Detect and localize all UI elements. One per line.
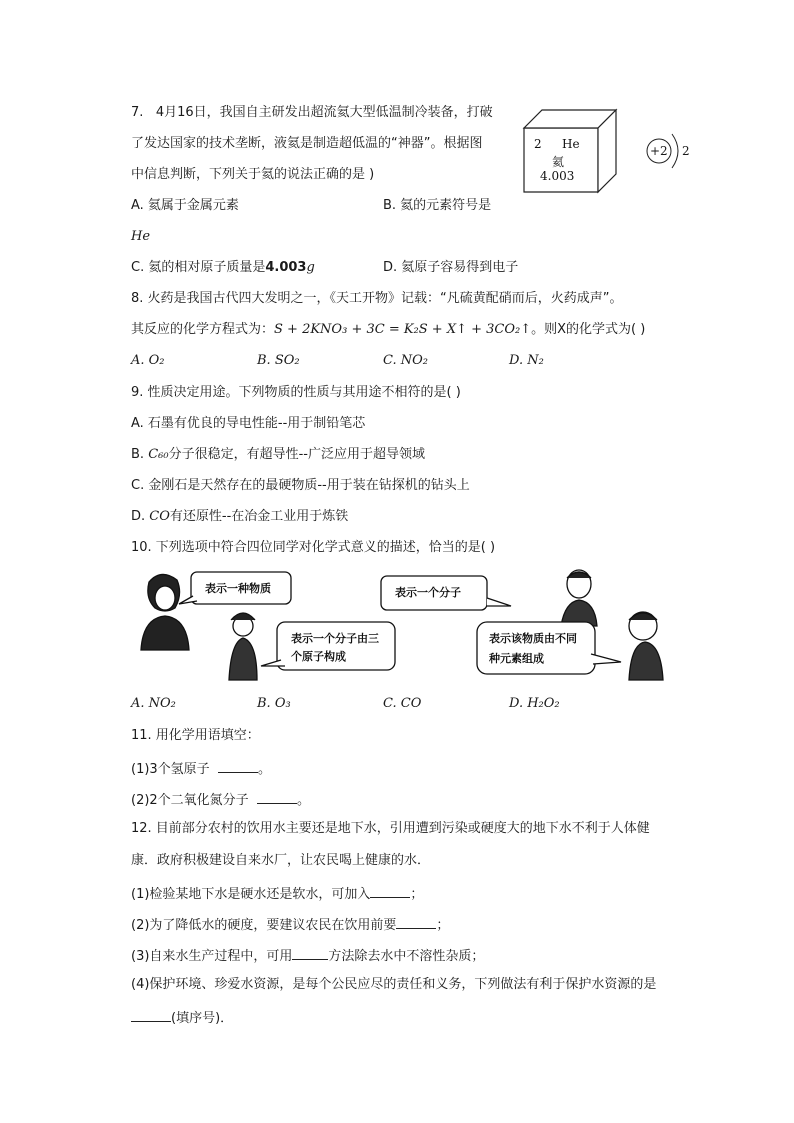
- bubble-4-line1: 表示该物质由不同: [489, 632, 577, 645]
- q7-number: 7.: [131, 105, 144, 120]
- q9-option-b-pre: B.: [131, 447, 149, 462]
- q11-sub1-text: (1)3个氢原子: [131, 762, 210, 777]
- q11-sub1: [131, 758, 271, 779]
- q11-sub2-blank[interactable]: [257, 789, 297, 804]
- q12-sub1-end: ；: [410, 887, 424, 902]
- q7-line2: 了发达国家的技术垄断，液氦是制造超低温的“神器”。根据图: [131, 136, 483, 151]
- q11-sub2-end: 。: [296, 793, 310, 808]
- q12-sub1-text: (1)检验某地下水是硬水还是软水，可加入: [131, 887, 371, 902]
- q7-option-c-text: C. 氦的相对原子质量是: [131, 260, 266, 275]
- q7-line1: [131, 104, 493, 122]
- q8-line2-pre: 其反应的化学方程式为：: [131, 322, 275, 337]
- q10-option-d: D. H₂O₂: [509, 696, 560, 711]
- q12-line2: 康．政府积极建设自来水厂，让农民喝上健康的水．: [131, 853, 431, 868]
- q8-line2-post: 。则X的化学式为( ): [531, 322, 646, 337]
- q8-equation: S + 2KNO₃ + 3C = K₂S + X↑ + 3CO₂↑: [274, 322, 532, 337]
- q11-sub1-end: 。: [257, 762, 271, 777]
- q12-line1: 12. 目前部分农村的饮用水主要还是地下水，引用遭到污染或硬度大的地下水不利于人体健: [131, 821, 650, 836]
- electron-count: 2: [682, 144, 690, 158]
- q8-option-c: C. NO₂: [383, 353, 428, 368]
- q7-option-a: A. 氦属于金属元素: [131, 198, 239, 213]
- q9-option-d-pre: D.: [131, 509, 150, 524]
- q8-option-a: A. O₂: [131, 353, 165, 368]
- q12-sub4-blank[interactable]: [131, 1007, 171, 1022]
- q7-option-c-unit: g: [306, 260, 315, 275]
- bubble-1-text: 表示一种物质: [205, 582, 271, 595]
- q11-sub2: [131, 789, 310, 810]
- q8-option-b: B. SO₂: [257, 353, 300, 368]
- q12-sub3: [131, 945, 484, 966]
- students-cartoon-figure: [135, 568, 695, 688]
- element-cube-figure: [522, 108, 618, 194]
- q7-option-d: D. 氦原子容易得到电子: [383, 260, 519, 275]
- q7-option-b-symbol: He: [131, 229, 151, 244]
- q9-option-d-text: 有还原性--在冶金工业用于炼铁: [169, 509, 349, 524]
- q12-sub2-text: (2)为了降低水的硬度，要建议农民在饮用前要: [131, 918, 397, 933]
- cube-atomic-number: 2: [534, 137, 542, 151]
- cube-symbol: He: [562, 137, 580, 151]
- cube-mass: 4.003: [540, 169, 575, 183]
- q9-option-a: A. 石墨有优良的导电性能--用于制铅笔芯: [131, 416, 366, 431]
- q12-sub4-answer: [131, 1007, 233, 1028]
- q8-line2: [131, 321, 645, 339]
- q12-sub2: [131, 914, 449, 935]
- q7-option-c: [131, 259, 315, 277]
- q12-sub2-end: ；: [436, 918, 450, 933]
- q8-option-d: D. N₂: [509, 353, 544, 368]
- q9-option-b-formula: C₆₀: [148, 447, 169, 462]
- bubble-2-line2: 个原子构成: [291, 650, 346, 663]
- q9-option-b: [131, 446, 425, 464]
- q9-option-d: [131, 508, 348, 526]
- q7-option-c-value: 4.003: [265, 260, 307, 275]
- q12-sub3-blank[interactable]: [292, 945, 328, 960]
- q9-line1: 9. 性质决定用途。下列物质的性质与其用途不相符的是( ): [131, 385, 461, 400]
- q11-line1: 11. 用化学用语填空：: [131, 728, 260, 743]
- q12-sub3-pre: (3)自来水生产过程中，可用: [131, 949, 293, 964]
- atom-structure-figure: [644, 126, 694, 176]
- q12-sub1-blank[interactable]: [370, 883, 410, 898]
- q11-sub1-blank[interactable]: [218, 758, 258, 773]
- q12-sub4-post: (填序号)．: [171, 1011, 234, 1026]
- q7-line3: 中信息判断，下列关于氦的说法正确的是 ): [131, 167, 375, 182]
- q8-line1: 8. 火药是我国古代四大发明之一，《天工开物》记载：“凡硫黄配硝而后，火药成声”。: [131, 291, 623, 306]
- q12-sub4: (4)保护环境、珍爱水资源，是每个公民应尽的责任和义务，下列做法有利于保护水资源的是: [131, 977, 657, 992]
- q7-option-b: B. 氦的元素符号是: [383, 198, 492, 213]
- q12-sub1: [131, 883, 423, 904]
- q9-option-d-formula: CO: [149, 509, 170, 524]
- q10-option-b: B. O₃: [257, 696, 291, 711]
- bubble-4-line2: 种元素组成: [489, 652, 544, 665]
- bubble-3-text: 表示一个分子: [395, 586, 461, 599]
- q11-sub2-text: (2)2个二氧化氮分子: [131, 793, 249, 808]
- q7-line1-text: 4月16日，我国自主研发出超流氦大型低温制冷装备，打破: [155, 105, 493, 120]
- q10-option-a: A. NO₂: [131, 696, 176, 711]
- cube-name: 氦: [552, 155, 565, 169]
- q9-option-b-text: 分子很稳定，有超导性--广泛应用于超导领域: [168, 447, 425, 462]
- q10-option-c: C. CO: [383, 696, 422, 711]
- q12-sub2-blank[interactable]: [396, 914, 436, 929]
- q10-line1: 10. 下列选项中符合四位同学对化学式意义的描述，恰当的是( ): [131, 540, 496, 555]
- q9-option-c: C. 金刚石是天然存在的最硬物质--用于装在钻探机的钻头上: [131, 478, 470, 493]
- bubble-2-line1: 表示一个分子由三: [291, 632, 379, 645]
- q12-sub3-post: 方法除去水中不溶性杂质；: [328, 949, 485, 964]
- nucleus-charge: +2: [650, 144, 668, 158]
